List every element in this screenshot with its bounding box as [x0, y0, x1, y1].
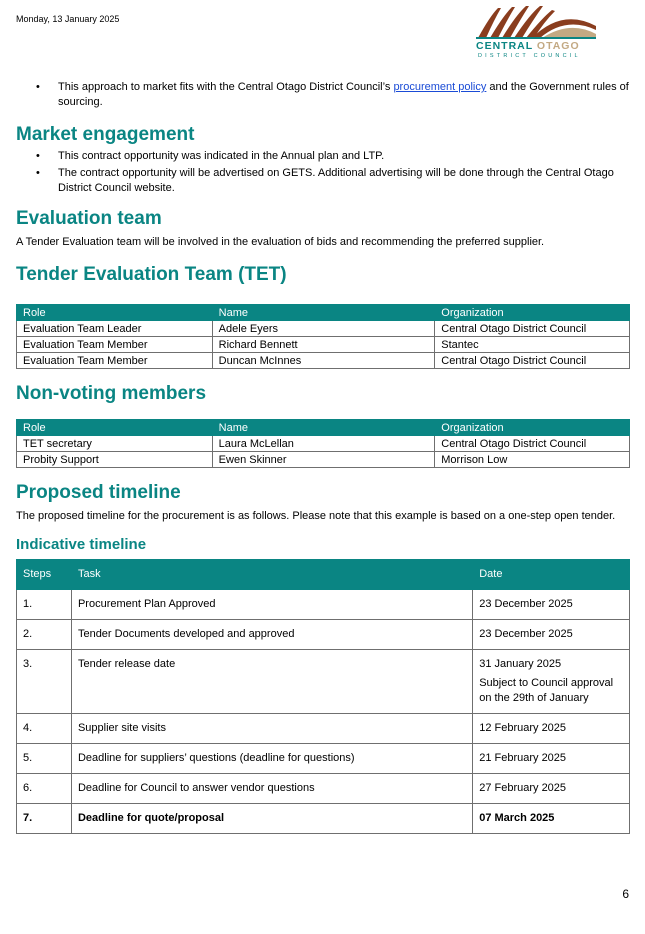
table-row: [17, 804, 630, 834]
date-cell: 23 December 2025: [473, 590, 630, 620]
date-cell: [473, 650, 630, 714]
date-cell: 23 December 2025: [473, 620, 630, 650]
table-cell: Central Otago District Council: [435, 353, 630, 369]
task-cell: Deadline for suppliers’ questions (deadline for questions): [71, 744, 472, 774]
timeline-table: [16, 559, 630, 834]
table-row: [17, 620, 630, 650]
table-cell: Richard Bennett: [212, 337, 435, 353]
date-cell: 21 February 2025: [473, 744, 630, 774]
tet-heading: Tender Evaluation Team (TET): [16, 264, 287, 285]
step-cell: 4.: [17, 714, 72, 744]
page-number: 6: [622, 887, 629, 901]
date-cell: 27 February 2025: [473, 774, 630, 804]
column-header: Date: [473, 560, 630, 590]
table-cell: Adele Eyers: [212, 321, 435, 337]
non-voting-members-heading: Non-voting members: [16, 383, 207, 404]
step-cell: 1.: [17, 590, 72, 620]
task-cell: Procurement Plan Approved: [71, 590, 472, 620]
proposed-timeline-text: The proposed timeline for the procurement is as follows. Please note that this example is based on a one-step open tender.: [16, 510, 616, 522]
date-cell: 07 March 2025: [473, 804, 630, 834]
logo-subtitle: DISTRICT COUNCIL: [478, 53, 581, 59]
table-cell: Evaluation Team Member: [17, 353, 213, 369]
date-cell: 12 February 2025: [473, 714, 630, 744]
table-cell: Laura McLellan: [212, 436, 435, 452]
column-header: Name: [212, 305, 435, 321]
column-header: Task: [71, 560, 472, 590]
column-header: Role: [17, 420, 213, 436]
date-value: 31 January 2025: [479, 658, 562, 670]
table-cell: Duncan McInnes: [212, 353, 435, 369]
step-cell: 3.: [17, 650, 72, 714]
page-content: [16, 80, 630, 834]
step-cell: 7.: [17, 804, 72, 834]
list-item: • The contract opportunity will be advertised on GETS. Additional advertising will be done through the Central Otago District Council website.: [16, 166, 630, 196]
list-item: • This contract opportunity was indicated in the Annual plan and LTP.: [16, 149, 630, 164]
task-cell: Tender Documents developed and approved: [71, 620, 472, 650]
table-header-row: [17, 420, 630, 436]
table-header-row: [17, 560, 630, 590]
date-note: Subject to Council approval on the 29th of January: [479, 677, 614, 704]
table-row: [17, 590, 630, 620]
table-cell: Central Otago District Council: [435, 436, 630, 452]
table-row: [17, 714, 630, 744]
intro-bullets: [16, 80, 630, 110]
table-row: [17, 337, 630, 353]
table-cell: Ewen Skinner: [212, 452, 435, 468]
step-cell: 5.: [17, 744, 72, 774]
column-header: Role: [17, 305, 213, 321]
market-engagement-heading: Market engagement: [16, 124, 195, 145]
intro-bullet: • This approach to market fits with the Central Otago District Council’s procurement policy and the Government rules of sourcing.: [16, 80, 630, 110]
header-date: Monday, 13 January 2025: [16, 14, 120, 24]
table-row: [17, 774, 630, 804]
table-cell: Morrison Low: [435, 452, 630, 468]
task-cell: Tender release date: [71, 650, 472, 714]
indicative-timeline-heading: Indicative timeline: [16, 536, 147, 553]
column-header: Steps: [17, 560, 72, 590]
logo-title-central: CENTRAL: [476, 40, 533, 52]
table-row: [17, 744, 630, 774]
task-cell: Deadline for quote/proposal: [71, 804, 472, 834]
table-cell: Evaluation Team Member: [17, 337, 213, 353]
market-bullets: [16, 149, 630, 196]
table-header-row: [17, 305, 630, 321]
table-cell: Probity Support: [17, 452, 213, 468]
tet-table: [16, 304, 630, 369]
table-row: [17, 650, 630, 714]
procurement-policy-link[interactable]: procurement policy: [393, 81, 487, 93]
task-cell: Supplier site visits: [71, 714, 472, 744]
step-cell: 6.: [17, 774, 72, 804]
table-cell: Central Otago District Council: [435, 321, 630, 337]
proposed-timeline-heading: Proposed timeline: [16, 482, 181, 503]
table-row: [17, 353, 630, 369]
table-cell: Evaluation Team Leader: [17, 321, 213, 337]
step-cell: 2.: [17, 620, 72, 650]
table-row: [17, 452, 630, 468]
table-row: [17, 436, 630, 452]
table-cell: TET secretary: [17, 436, 213, 452]
evaluation-team-text: A Tender Evaluation team will be involved in the evaluation of bids and recommending the preferred supplier.: [16, 236, 545, 248]
column-header: Organization: [435, 305, 630, 321]
table-cell: Stantec: [435, 337, 630, 353]
column-header: Organization: [435, 420, 630, 436]
column-header: Name: [212, 420, 435, 436]
logo-title-otago: OTAGO: [536, 40, 580, 52]
non-voting-table: [16, 419, 630, 468]
table-row: [17, 321, 630, 337]
evaluation-team-heading: Evaluation team: [16, 208, 162, 229]
task-cell: Deadline for Council to answer vendor questions: [71, 774, 472, 804]
